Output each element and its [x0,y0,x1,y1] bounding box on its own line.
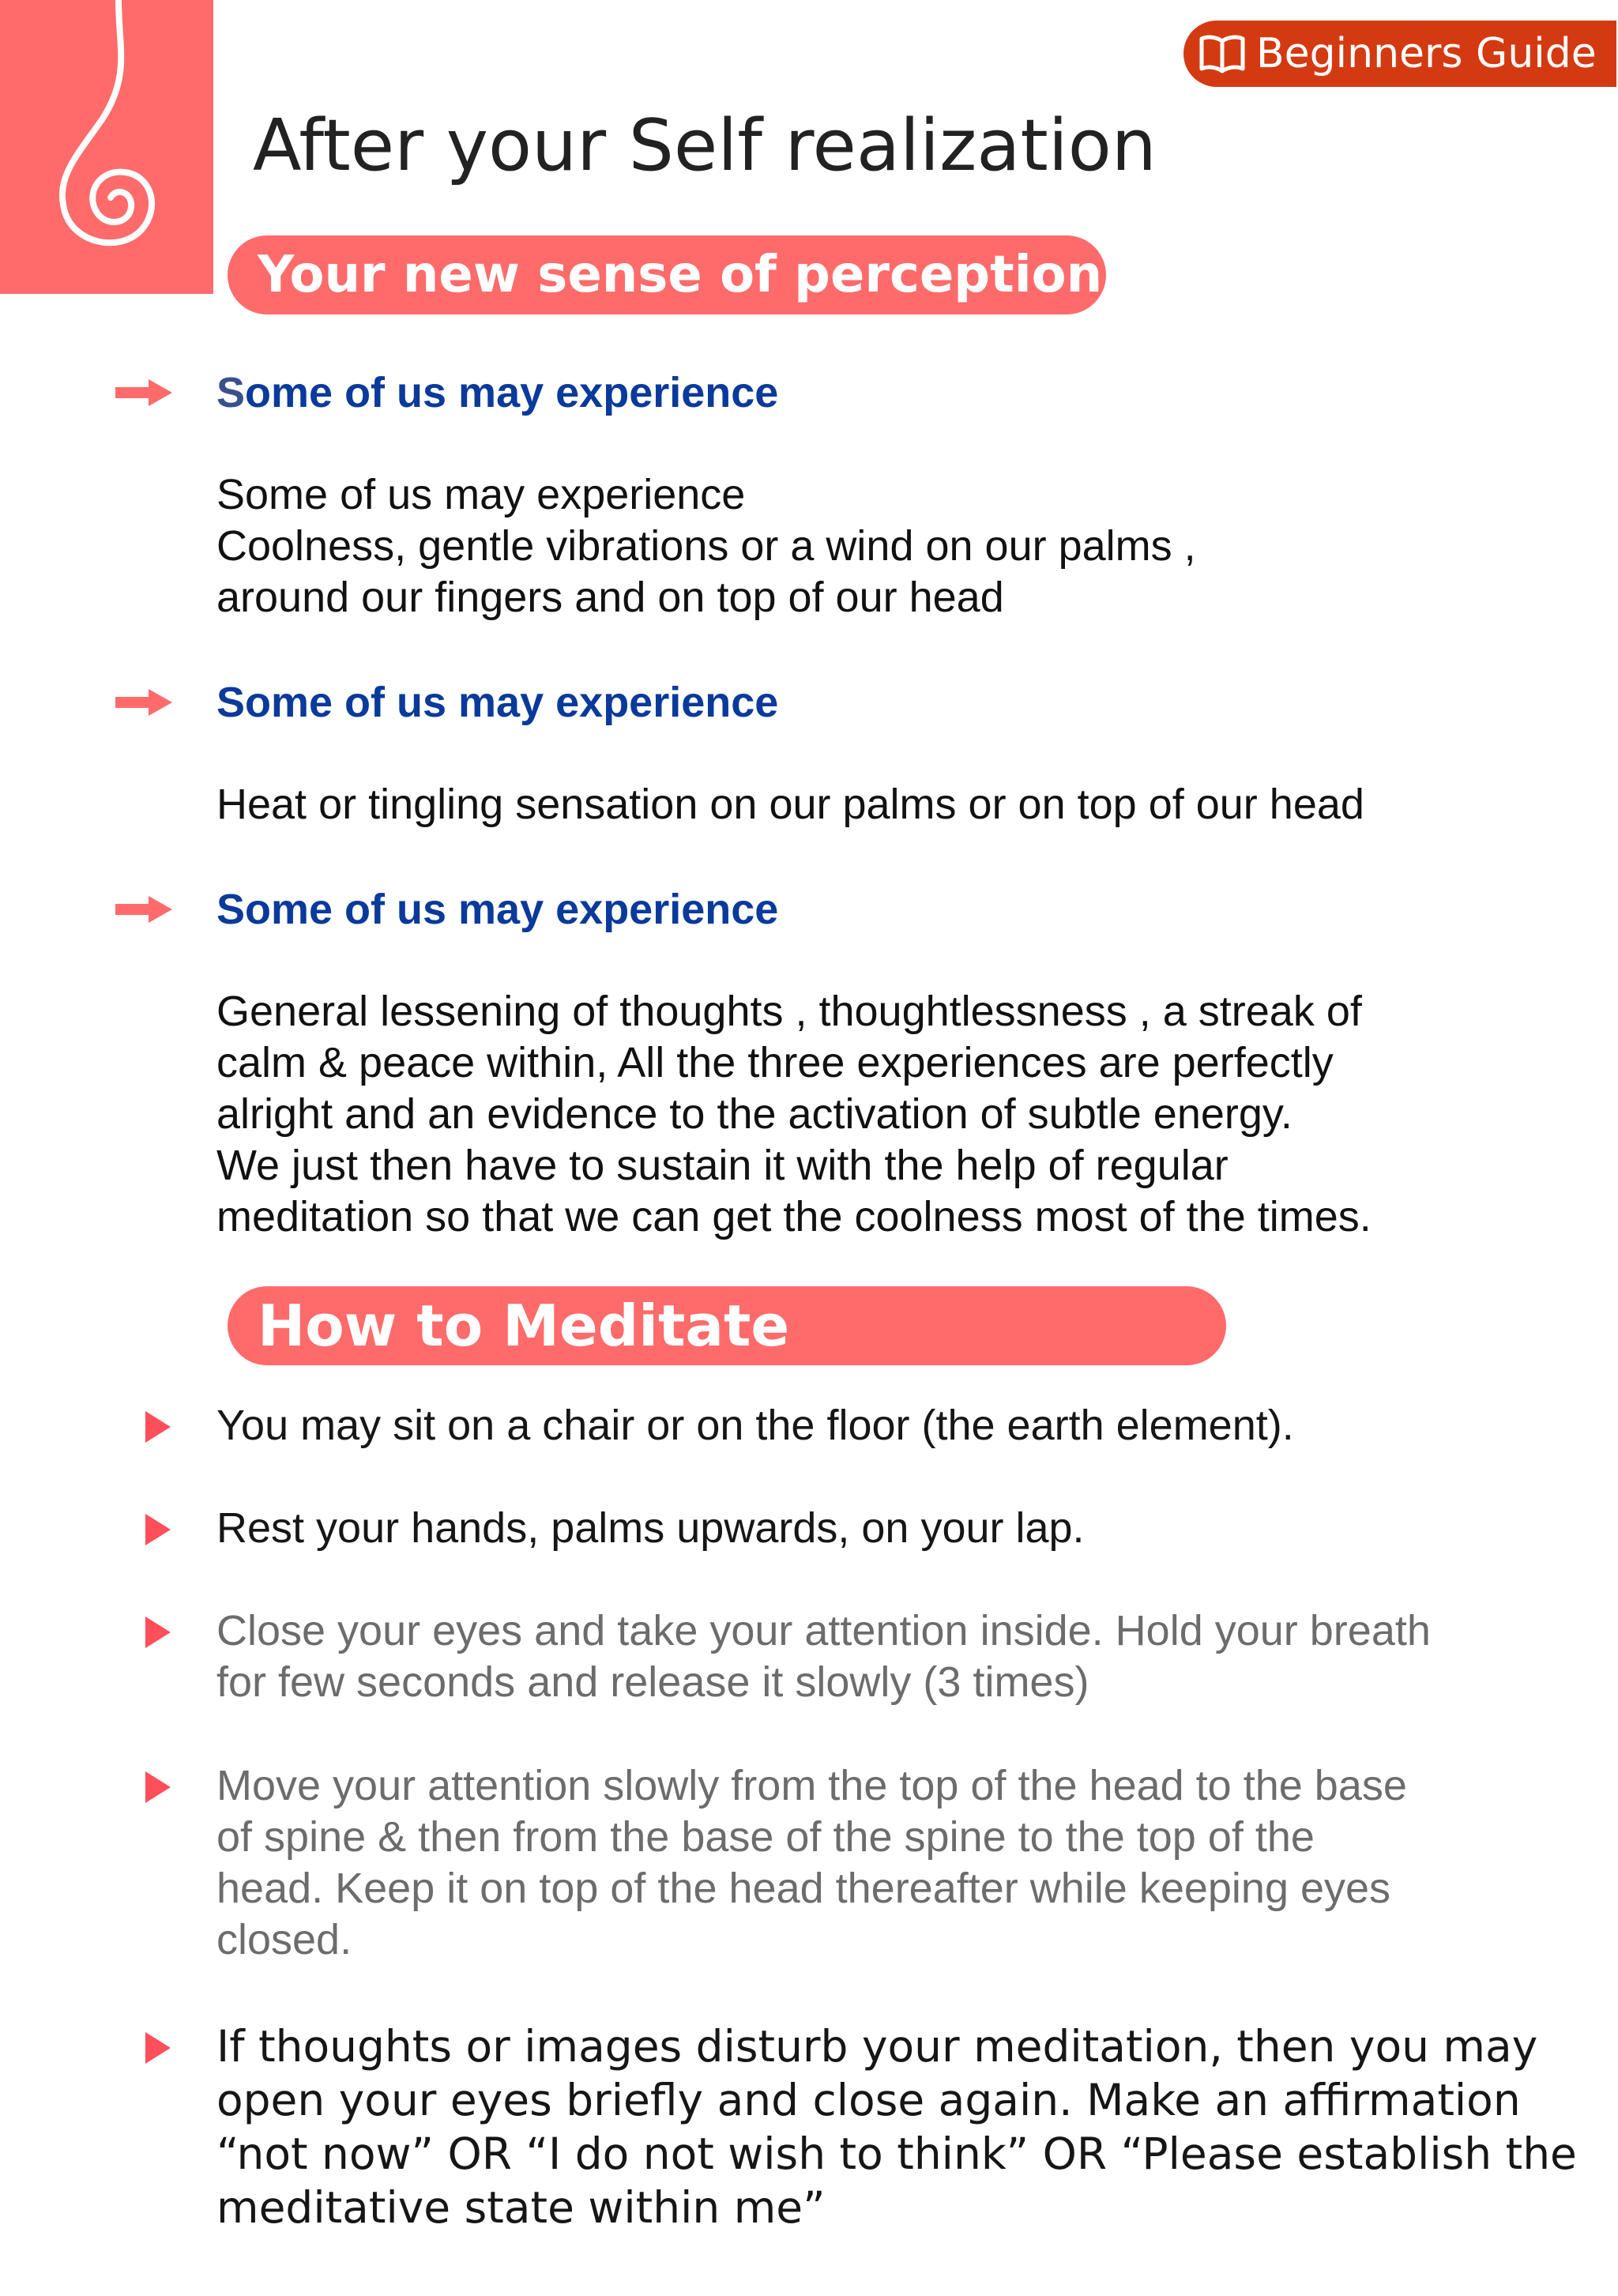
text-line: calm & peace within, All the three experiences are perfectly [216,1039,1334,1086]
text-line: around our fingers and on top of our head [216,574,1004,621]
text-line: meditation so that we can get the coolness most of the times. [216,1193,1372,1240]
text-line: If thoughts or images disturb your meditation, then you may [216,2021,1538,2072]
text-line: General lessening of thoughts , thoughtlessness , a streak of [216,988,1362,1035]
meditate-step-2 [216,1503,1085,1554]
text-line: open your eyes briefly and close again. Make an affirmation [216,2075,1521,2125]
text-line: head. Keep it on top of the head thereafter while keeping eyes [216,1865,1391,1912]
triangle-bullet-icon [145,1411,171,1443]
text-line: Heat or tingling sensation on our palms or on top of our head [216,781,1364,828]
experience-text-1 [216,469,1196,623]
triangle-bullet-icon [145,1617,171,1648]
text-line: for few seconds and release it slowly (3 times) [216,1658,1089,1706]
text-line: closed. [216,1916,352,1963]
experience-text-2 [216,779,1364,830]
text-line: You may sit on a chair or on the floor (the earth element). [216,1402,1294,1449]
beginners-guide-badge [1183,21,1616,87]
triangle-bullet-icon [145,2032,171,2064]
meditate-section-heading: How to Meditate [228,1286,1226,1365]
experience-text-3 [216,986,1372,1243]
experience-heading-3: Some of us may experience [216,886,779,933]
perception-section-heading: Your new sense of perception [228,235,1106,314]
meditate-step-4 [216,1760,1407,1966]
triangle-bullet-icon [145,1514,171,1545]
experience-heading-1-rest: ome of us may experience [245,369,779,416]
text-line: Close your eyes and take your attention inside. Hold your breath [216,1607,1431,1654]
text-line: of spine & then from the base of the spine to the top of the [216,1813,1315,1861]
text-line: Some of us may experience [216,471,746,518]
badge-label: Beginners Guide [1256,30,1597,77]
arrow-right-icon [115,894,172,924]
text-line: alright and an evidence to the activation of subtle energy. [216,1090,1293,1138]
experience-heading-1: Some of us may experience [216,369,779,416]
swirl-icon [0,0,213,294]
text-line: Move your attention slowly from the top of the head to the base [216,1762,1407,1809]
experience-heading-2: Some of us may experience [216,679,779,726]
meditate-step-1 [216,1400,1294,1451]
meditate-step-3 [216,1605,1431,1708]
text-line: Rest your hands, palms upwards, on your lap. [216,1504,1085,1552]
arrow-right-icon [115,687,172,717]
text-line: Coolness, gentle vibrations or a wind on our palms , [216,522,1196,570]
text-line: “not now” OR “I do not wish to think” OR “Please establish the [216,2129,1577,2179]
text-line: meditative state within me” [216,2182,826,2233]
text-line: We just then have to sustain it with the help of regular [216,1142,1229,1189]
arrow-right-icon [115,378,172,408]
open-book-icon [1199,34,1245,73]
meditate-step-5 [216,2019,1577,2234]
triangle-bullet-icon [145,1771,171,1803]
corner-decoration [0,0,213,294]
page-title: After your Self realization [253,104,1157,187]
